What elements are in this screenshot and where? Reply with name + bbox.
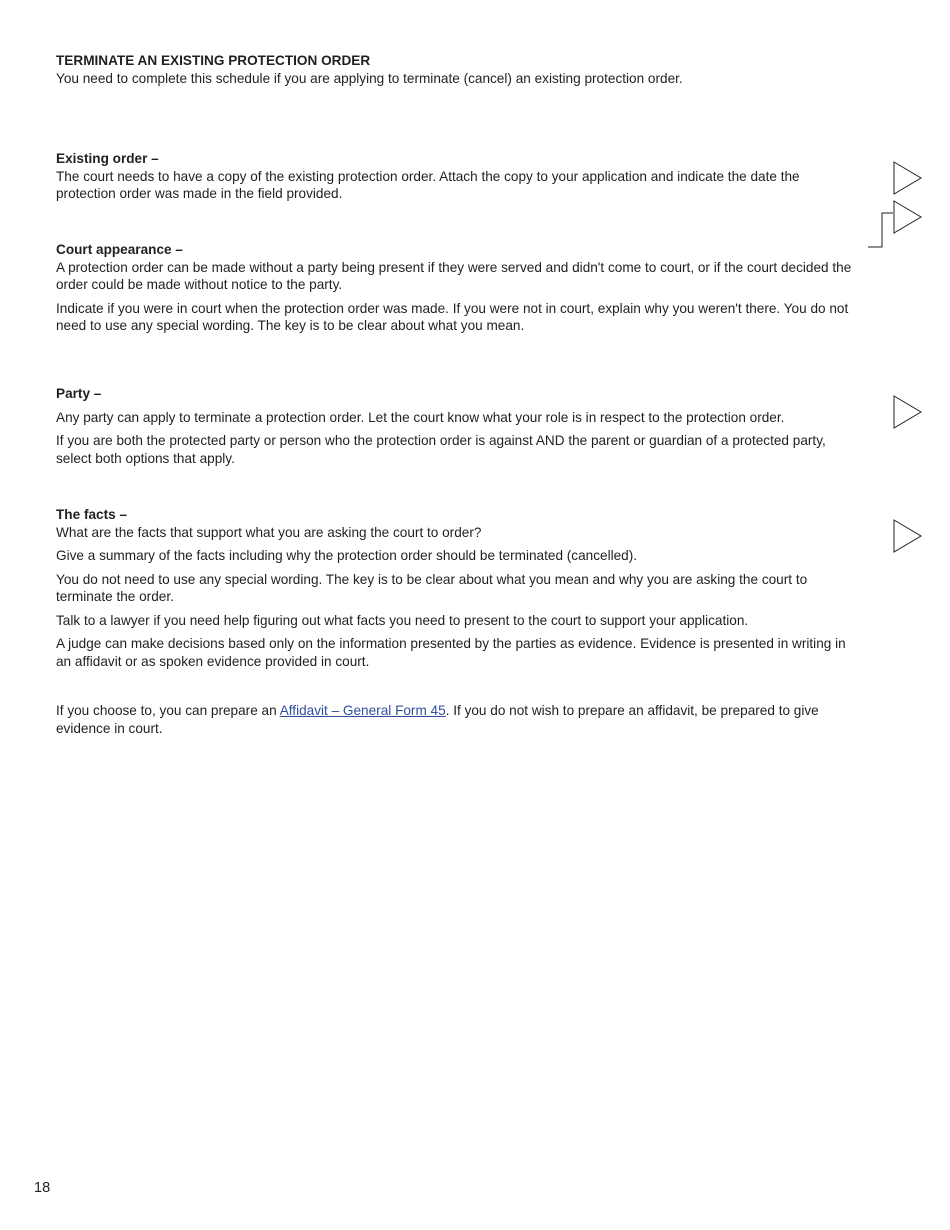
section-heading: Existing order – [56, 151, 159, 166]
affidavit-text-after: . If you do not wish to prepare an affidavit, be prepared to give evidence in court. [56, 703, 819, 736]
section-paragraph: A judge can make decisions based only on the information presented by the parties as evidence. Evidence is presented in writing in an affidavit or as spoken evidence provided in court. [56, 636, 846, 669]
section-paragraph: A protection order can be made without a party being present if they were served and didn't come to court, or if the court decided the order could be made without notice to the party. [56, 259, 852, 292]
section-existing-order [56, 150, 856, 203]
section-court-appearance [56, 241, 856, 335]
bracket-arrow-icon [866, 199, 926, 249]
arrow-right-icon [893, 161, 923, 195]
page-intro: You need to complete this schedule if you are applying to terminate (cancel) an existing protection order. [56, 70, 683, 86]
affidavit-form-link[interactable]: Affidavit – General Form 45 [279, 703, 446, 718]
section-facts [56, 506, 856, 670]
affidavit-text-before: If you choose to, you can prepare an [56, 703, 280, 718]
section-heading: The facts – [56, 507, 128, 522]
arrow-right-icon [893, 519, 923, 553]
affidavit-note [56, 702, 856, 737]
section-party [56, 385, 856, 467]
section-paragraph: If you are both the protected party or person who the protection order is against AND the parent or guardian of a protected party, select both options that apply. [56, 433, 826, 466]
page-header [56, 52, 856, 87]
section-paragraph: You do not need to use any special wording. The key is to be clear about what you mean and why you are asking the court to terminate the order. [56, 571, 808, 604]
page-title: TERMINATE AN EXISTING PROTECTION ORDER [56, 53, 371, 68]
section-paragraph: The court needs to have a copy of the existing protection order. Attach the copy to your application and indicate the date the protection order was made in the field provided. [56, 168, 800, 201]
affidavit-paragraph [56, 702, 856, 737]
page-number: 18 [34, 1180, 51, 1196]
section-paragraph: Talk to a lawyer if you need help figuring out what facts you need to present to the court to support your application. [56, 612, 749, 628]
section-paragraph: Indicate if you were in court when the protection order was made. If you were not in court, explain why you weren't there. You do not need to use any special wording. The key is to be clear about what you mean. [56, 300, 849, 333]
section-paragraph: What are the facts that support what you are asking the court to order? [56, 524, 482, 540]
section-heading: Party – [56, 386, 102, 401]
section-heading: Court appearance – [56, 242, 183, 257]
arrow-right-icon [893, 395, 923, 429]
section-paragraph: Give a summary of the facts including why the protection order should be terminated (cancelled). [56, 548, 638, 563]
section-paragraph: Any party can apply to terminate a protection order. Let the court know what your role is in respect to the protection order. [56, 409, 785, 425]
